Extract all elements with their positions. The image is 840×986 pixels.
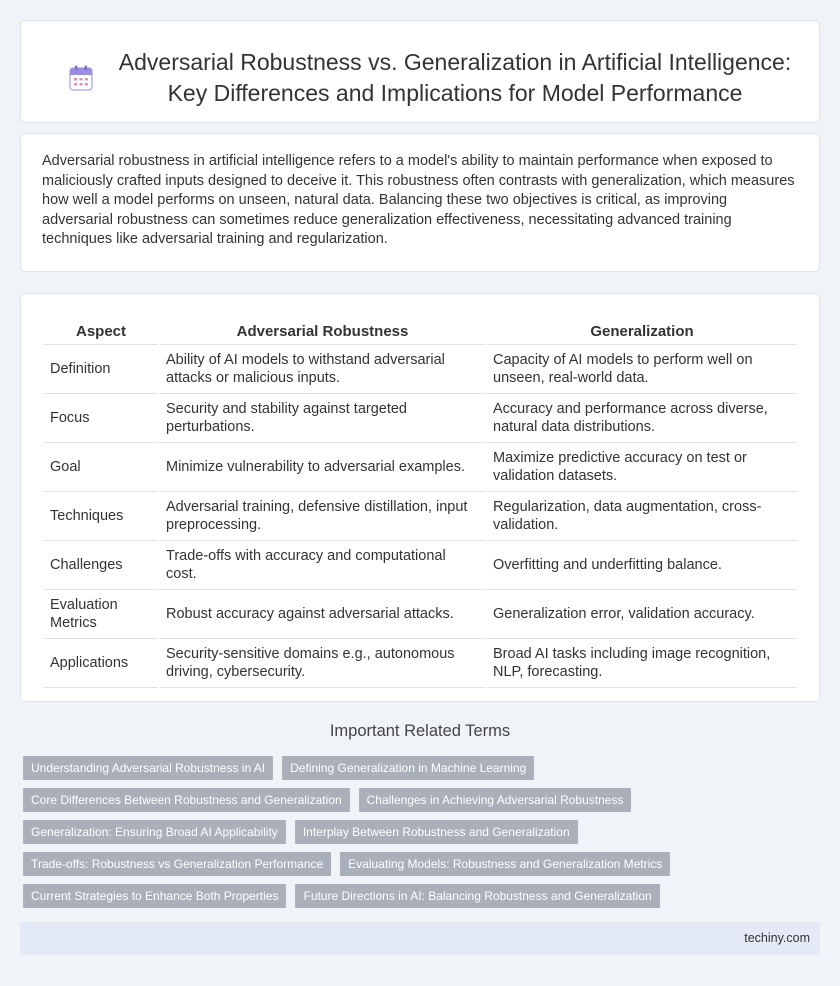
table-row xyxy=(44,492,797,541)
aspect-cell: Techniques xyxy=(44,492,158,541)
aspect-cell: Focus xyxy=(44,394,158,443)
header-adversarial-robustness: Adversarial Robustness xyxy=(160,312,485,345)
aspect-cell: Evaluation Metrics xyxy=(44,590,158,639)
related-term-tag[interactable]: Core Differences Between Robustness and Generalization xyxy=(23,788,350,812)
title-card xyxy=(20,20,820,123)
table-row xyxy=(44,394,797,443)
robustness-cell: Ability of AI models to withstand adversarial attacks or malicious inputs. xyxy=(160,345,485,394)
generalization-cell: Accuracy and performance across diverse, natural data distributions. xyxy=(487,394,797,443)
footer-site-link[interactable]: techiny.com xyxy=(744,931,810,945)
related-term-tag[interactable]: Understanding Adversarial Robustness in AI xyxy=(23,756,273,780)
generalization-cell: Overfitting and underfitting balance. xyxy=(487,541,797,590)
robustness-cell: Security-sensitive domains e.g., autonomous driving, cybersecurity. xyxy=(160,639,485,688)
related-tags-row xyxy=(23,884,660,908)
aspect-cell: Challenges xyxy=(44,541,158,590)
related-term-tag[interactable]: Trade-offs: Robustness vs Generalization Performance xyxy=(23,852,331,876)
footer xyxy=(20,922,820,955)
aspect-cell: Goal xyxy=(44,443,158,492)
comparison-table xyxy=(42,312,799,688)
related-term-tag[interactable]: Generalization: Ensuring Broad AI Applicability xyxy=(23,820,286,844)
aspect-cell: Definition xyxy=(44,345,158,394)
robustness-cell: Robust accuracy against adversarial attacks. xyxy=(160,590,485,639)
related-term-tag[interactable]: Future Directions in AI: Balancing Robustness and Generalization xyxy=(295,884,659,908)
related-terms-heading: Important Related Terms xyxy=(329,722,511,740)
robustness-cell: Adversarial training, defensive distillation, input preprocessing. xyxy=(160,492,485,541)
robustness-cell: Minimize vulnerability to adversarial examples. xyxy=(160,443,485,492)
related-tags-row xyxy=(23,788,631,812)
table-row xyxy=(44,639,797,688)
table-row xyxy=(44,443,797,492)
related-term-tag[interactable]: Interplay Between Robustness and Generalization xyxy=(295,820,578,844)
related-term-tag[interactable]: Evaluating Models: Robustness and Generalization Metrics xyxy=(340,852,670,876)
header-aspect: Aspect xyxy=(44,312,158,345)
page-title: Adversarial Robustness vs. Generalization in Artificial Intelligence: Key Differences and Implications for Model Performance xyxy=(118,49,792,106)
comparison-card xyxy=(20,293,820,702)
robustness-cell: Security and stability against targeted perturbations. xyxy=(160,394,485,443)
calendar-icon xyxy=(69,65,93,91)
header-generalization: Generalization xyxy=(487,312,797,345)
generalization-cell: Capacity of AI models to perform well on unseen, real-world data. xyxy=(487,345,797,394)
generalization-cell: Generalization error, validation accuracy. xyxy=(487,590,797,639)
generalization-cell: Broad AI tasks including image recognition, NLP, forecasting. xyxy=(487,639,797,688)
table-row xyxy=(44,345,797,394)
intro-card xyxy=(20,133,820,272)
intro-paragraph: Adversarial robustness in artificial intelligence refers to a model's ability to maintain performance when exposed to maliciously crafted inputs designed to deceive it. This robustness often contrasts with generalization, which measures how well a model performs on unseen, natural data. Balancing these two objectives is critical, as improving adversarial robustness can sometimes reduce generalization effectiveness, necessitating advanced training techniques like adversarial training and regularization. xyxy=(42,153,795,248)
related-tags-row xyxy=(23,756,534,780)
related-term-tag[interactable]: Defining Generalization in Machine Learning xyxy=(282,756,534,780)
related-term-tag[interactable]: Challenges in Achieving Adversarial Robustness xyxy=(359,788,632,812)
aspect-cell: Applications xyxy=(44,639,158,688)
generalization-cell: Maximize predictive accuracy on test or validation datasets. xyxy=(487,443,797,492)
generalization-cell: Regularization, data augmentation, cross-validation. xyxy=(487,492,797,541)
table-header-row xyxy=(44,312,797,345)
related-tags-row xyxy=(23,820,578,844)
related-term-tag[interactable]: Current Strategies to Enhance Both Properties xyxy=(23,884,286,908)
related-tags-row xyxy=(23,852,670,876)
robustness-cell: Trade-offs with accuracy and computational cost. xyxy=(160,541,485,590)
table-row xyxy=(44,590,797,639)
table-row xyxy=(44,541,797,590)
